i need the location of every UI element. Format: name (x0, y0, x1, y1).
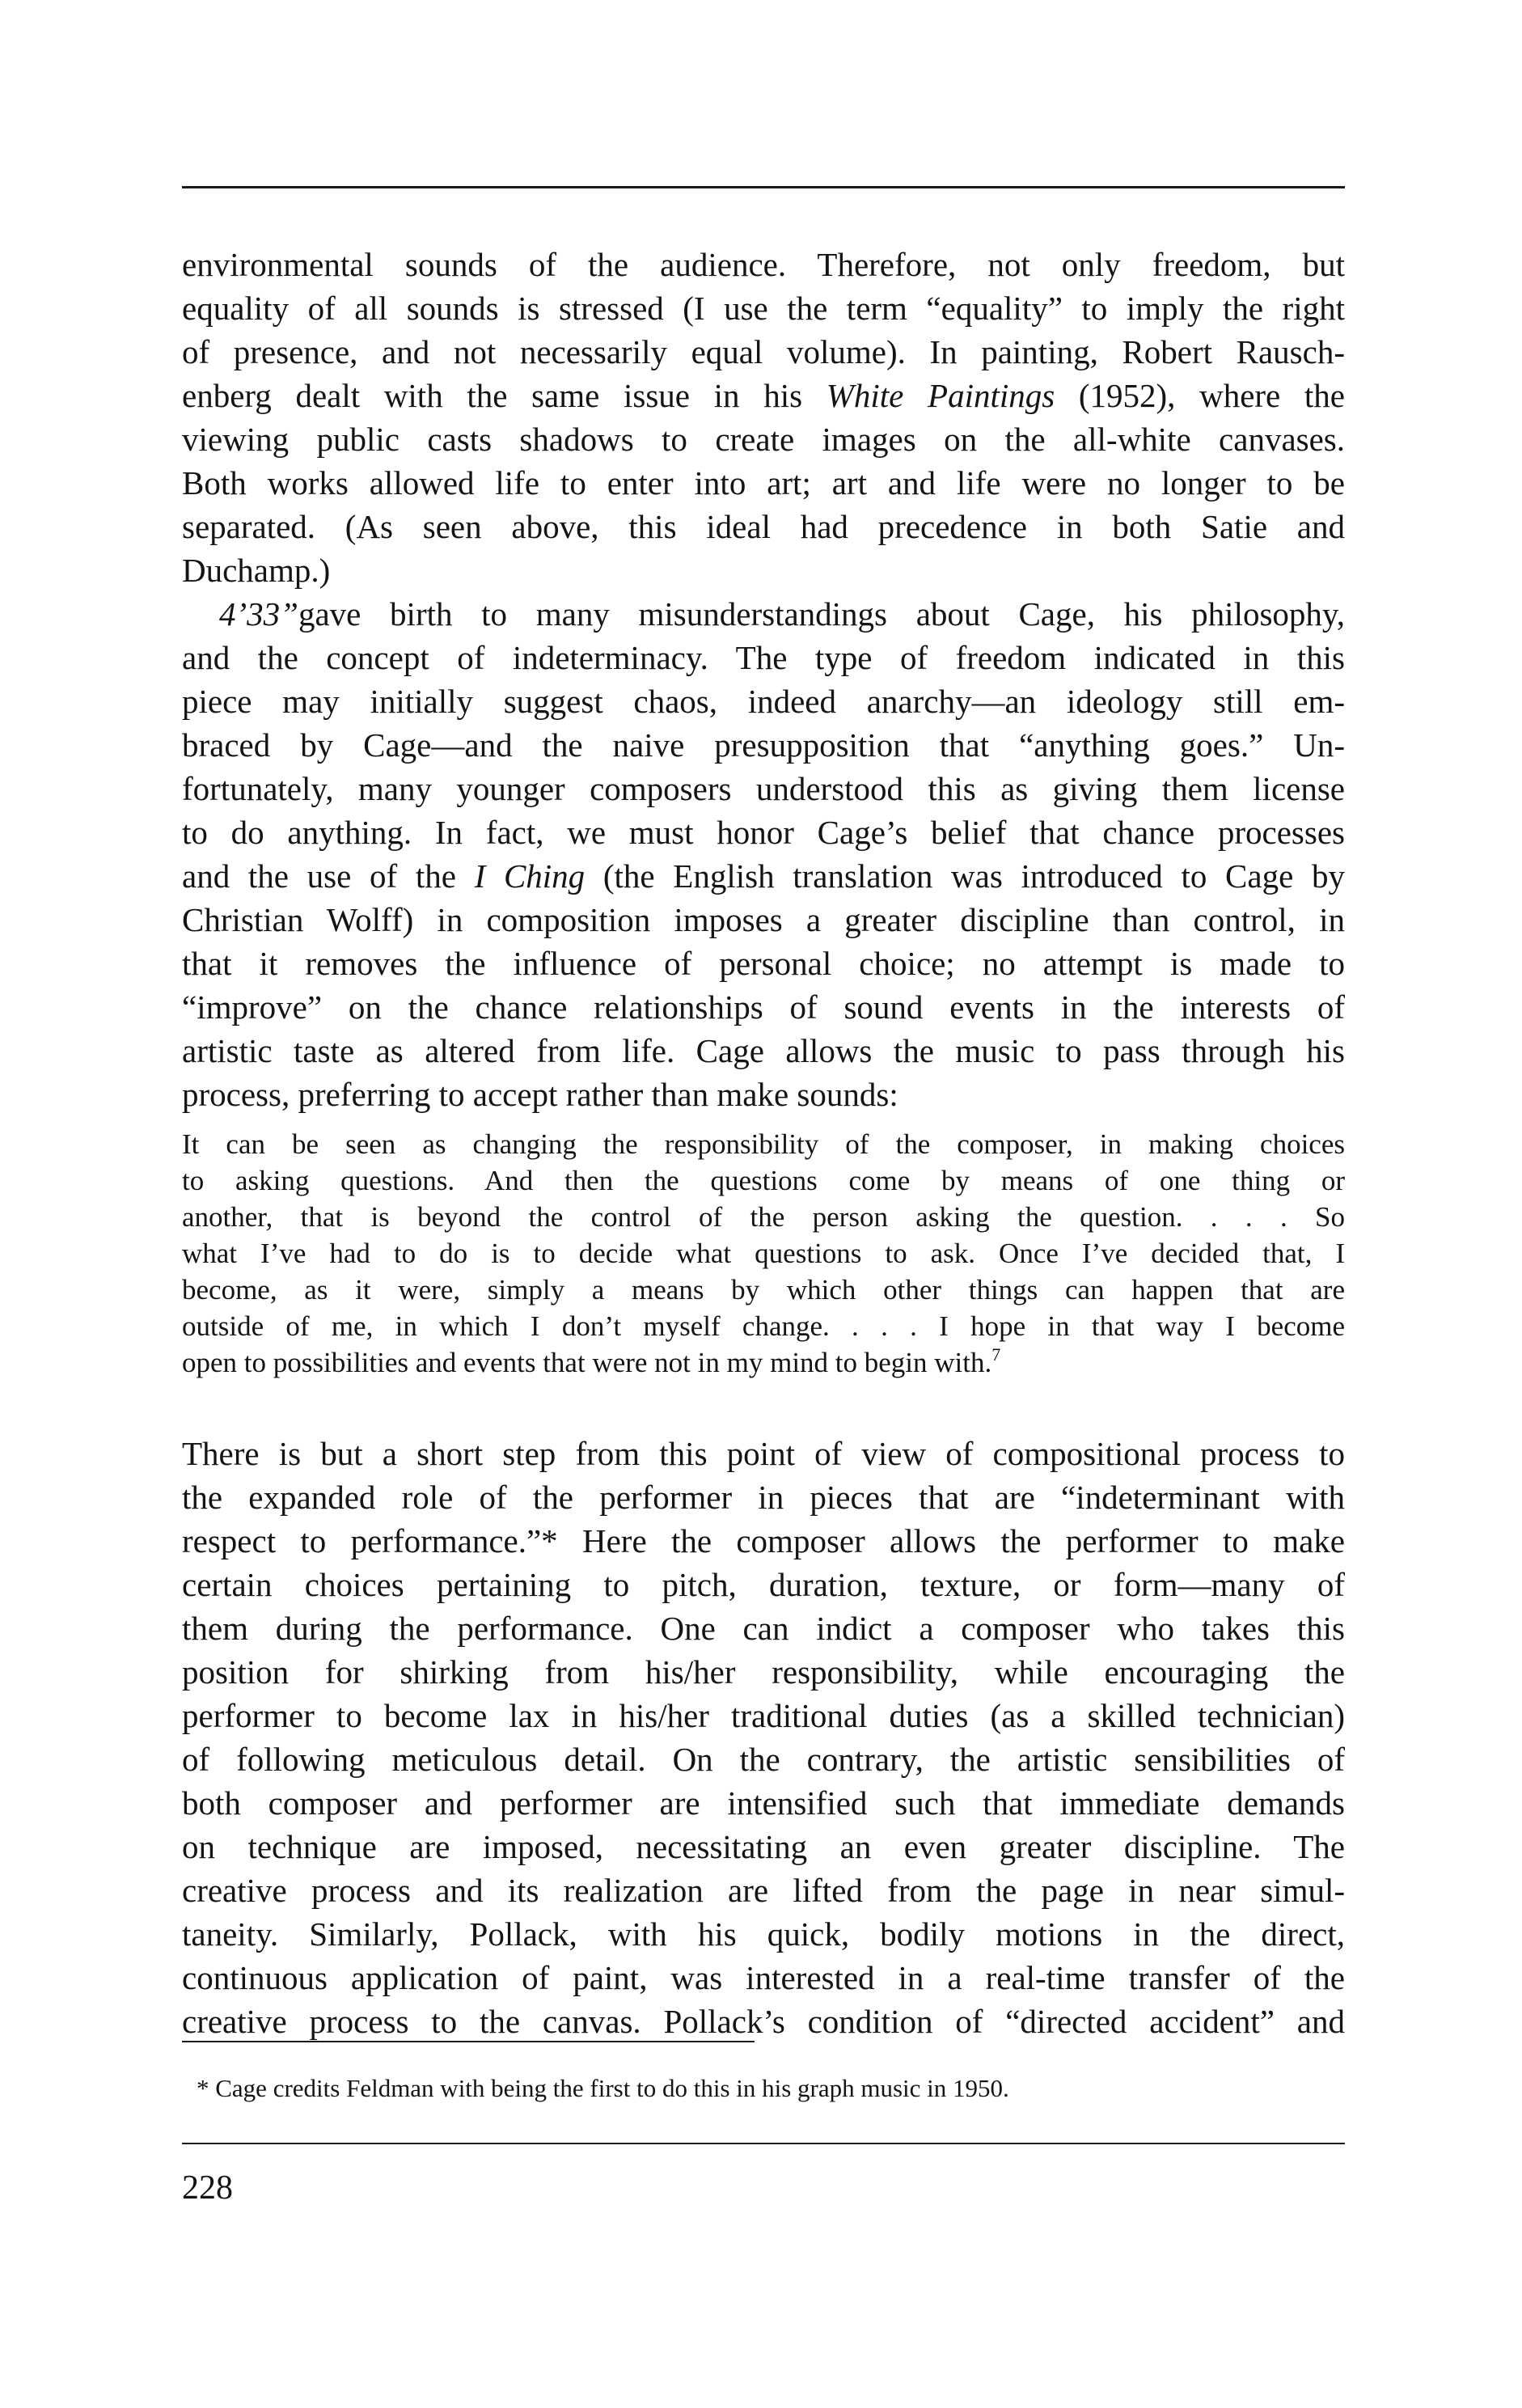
text-line: enberg dealt with the same issue in his White Paintings (1952), where the (182, 377, 1345, 414)
page-number: 228 (182, 2169, 233, 2207)
footnote (182, 2072, 1345, 2105)
text-line: respect to performance.”* Here the composer allows the performer to make (182, 1522, 1345, 1559)
text-line: and the concept of indeterminacy. The type of freedom indicated in this (182, 639, 1345, 676)
text-line: creative process to the canvas. Pollack’s condition of “directed accident” and (182, 2003, 1345, 2040)
endnote-marker: 7 (991, 1344, 1001, 1365)
text-line: on technique are imposed, necessitating an even greater discipline. The (182, 1828, 1345, 1865)
body-text-upper (182, 243, 1345, 1116)
footnote-rule (182, 2041, 755, 2042)
text-line: performer to become lax in his/her traditional duties (as a skilled technician) (182, 1697, 1345, 1734)
header-rule (182, 186, 1345, 188)
text-line: There is but a short step from this point of view of compositional process to (182, 1435, 1345, 1472)
text-line: continuous application of paint, was interested in a real-time transfer of the (182, 1959, 1345, 1996)
text-line: taneity. Similarly, Pollack, with his quick, bodily motions in the direct, (182, 1915, 1345, 1953)
text-line: equality of all sounds is stressed (I use the term “equality” to imply the right (182, 290, 1345, 327)
quote-line: to asking questions. And then the questions come by means of one thing or (182, 1165, 1345, 1196)
text-line: Both works allowed life to enter into art; art and life were no longer to be (182, 464, 1345, 501)
text-line: “improve” on the chance relationships of sound events in the interests of (182, 988, 1345, 1026)
text-line: Duchamp.) (182, 552, 331, 589)
text-line: creative process and its realization are lifted from the page in near simul- (182, 1872, 1345, 1909)
text-line: both composer and performer are intensified such that immediate demands (182, 1784, 1345, 1822)
text-line: braced by Cage—and the naive presupposition that “anything goes.” Un- (182, 726, 1345, 764)
text-line: them during the performance. One can indict a composer who takes this (182, 1610, 1345, 1647)
text-line: Christian Wolff) in composition imposes a greater discipline than control, in (182, 901, 1345, 938)
footer-rule (182, 2143, 1345, 2144)
text-line: viewing public casts shadows to create images on the all-white canvases. (182, 421, 1345, 458)
text-line: and the use of the I Ching (the English translation was introduced to Cage by (182, 857, 1345, 895)
text-line: fortunately, many younger composers understood this as giving them license (182, 770, 1345, 807)
book-title: I Ching (474, 857, 586, 895)
quote-line: outside of me, in which I don’t myself change. . . . I hope in that way I become (182, 1310, 1345, 1342)
text-line: 4’33”gave birth to many misunderstandings about Cage, his philosophy, (219, 595, 1345, 633)
text-line: environmental sounds of the audience. Therefore, not only freedom, but (182, 246, 1345, 283)
text-line: position for shirking from his/her responsibility, while encouraging the (182, 1653, 1345, 1691)
text-line: of following meticulous detail. On the contrary, the artistic sensibilities of (182, 1741, 1345, 1778)
text-line: piece may initially suggest chaos, indeed anarchy—an ideology still em- (182, 683, 1345, 720)
text-line: that it removes the influence of personal choice; no attempt is made to (182, 945, 1345, 982)
artwork-title: White Paintings (826, 377, 1055, 414)
text-line: to do anything. In fact, we must honor Cage’s belief that chance processes (182, 814, 1345, 851)
quote-line: what I’ve had to do is to decide what questions to ask. Once I’ve decided that, I (182, 1238, 1345, 1269)
quote-line: become, as it were, simply a means by which other things can happen that are (182, 1274, 1345, 1306)
text-line: certain choices pertaining to pitch, duration, texture, or form—many of (182, 1566, 1345, 1603)
quote-line: open to possibilities and events that were not in my mind to begin with.$^7$ (182, 1344, 1001, 1378)
text-line: of presence, and not necessarily equal volume). In painting, Robert Rausch- (182, 333, 1345, 370)
footnote-text: * Cage credits Feldman with being the first to do this in his graph music in 1950. (197, 2074, 1009, 2102)
text-line: process, preferring to accept rather than make sounds: (182, 1076, 898, 1113)
quote-line: It can be seen as changing the responsibility of the composer, in making choices (182, 1128, 1345, 1160)
text-line: separated. (As seen above, this ideal had precedence in both Satie and (182, 508, 1345, 545)
text-line: the expanded role of the performer in pieces that are “indeterminant with (182, 1479, 1345, 1516)
text-line: artistic taste as altered from life. Cage allows the music to pass through his (182, 1032, 1345, 1069)
block-quote (182, 1126, 1345, 1381)
work-title: 4’33” (219, 595, 298, 633)
body-text-lower (182, 1432, 1345, 2043)
quote-line: another, that is beyond the control of the person asking the question. . . . So (182, 1201, 1345, 1233)
